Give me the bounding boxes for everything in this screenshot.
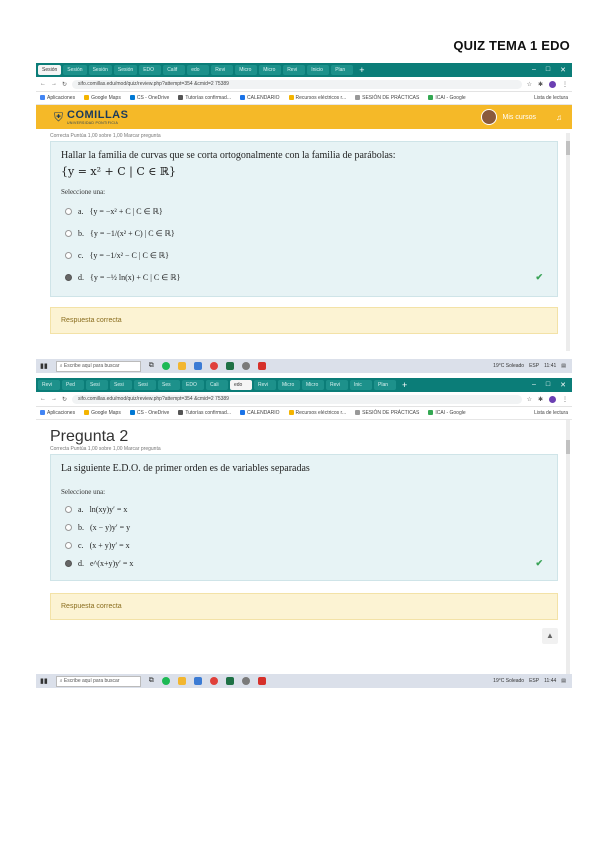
clock[interactable]: 11:41 [544,363,557,369]
bookmark-item[interactable]: CS - OneDrive [130,410,170,416]
radio-button[interactable] [65,230,72,237]
bookmark-item[interactable]: Tutorías confirmad... [178,410,231,416]
browser-tab[interactable]: Sesión [38,65,61,75]
browser-tab[interactable]: Ped [62,380,84,390]
browser-tab[interactable]: EDO [182,380,204,390]
radio-button-selected[interactable] [65,274,72,281]
store-icon[interactable] [194,677,202,685]
folder-icon[interactable] [178,362,186,370]
answer-option-b[interactable]: b. {y = −1/(x² + C) | C ∈ ℝ} [61,222,547,244]
browser-tab[interactable]: Revi [254,380,276,390]
browser-tab[interactable]: Inicio [307,65,329,75]
bookmark-item[interactable]: Aplicaciones [40,410,75,416]
question-text: La siguiente E.D.O. de primer orden es de variables separadas [61,463,310,474]
forward-arrow-icon[interactable]: → [51,81,57,87]
star-icon[interactable]: ☆ [526,81,532,88]
spotify-icon[interactable] [162,677,170,685]
bookmark-item[interactable]: SESIÓN DE PRÁCTICAS [355,95,419,101]
feedback-box: Respuesta correcta [50,593,558,620]
question-meta: Correcta Puntúa 1,00 sobre 1,00 Marcar pregunta [50,133,161,139]
browser-tab[interactable]: Sesión [89,65,112,75]
chrome-icon[interactable] [210,677,218,685]
folder-icon[interactable] [178,677,186,685]
screenshot-question-2 [36,378,572,688]
browser-tab[interactable]: Micro [235,65,257,75]
close-icon[interactable]: ✕ [560,382,566,389]
store-icon[interactable] [194,362,202,370]
question-box [50,454,558,581]
windows-taskbar [36,359,572,373]
browser-tab[interactable]: Ses [158,380,180,390]
bookmark-item[interactable]: Recursos eléctricos r... [289,410,347,416]
browser-tab-bar [36,63,572,77]
bookmark-item[interactable]: Tutorías confirmad... [178,95,231,101]
back-arrow-icon[interactable]: ← [40,396,46,402]
university-crest-icon: ⛨ [54,109,64,124]
bookmark-item[interactable]: Google Maps [84,95,121,101]
radio-button[interactable] [65,524,72,531]
new-tab-button[interactable]: + [359,65,365,75]
forward-arrow-icon[interactable]: → [51,396,57,402]
scrollbar[interactable] [566,420,570,684]
bookmark-item[interactable]: ICAI - Google [428,410,465,416]
close-icon[interactable]: ✕ [560,67,566,74]
radio-button[interactable] [65,506,72,513]
select-label: Seleccione una: [61,488,106,496]
browser-tab[interactable]: Sesi [134,380,156,390]
acrobat-icon[interactable] [258,677,266,685]
answer-option-d[interactable]: d. e^(x+y)y′ = x ✔ [61,554,547,572]
browser-tab[interactable]: EDO [139,65,161,75]
site-header [36,105,572,129]
address-bar[interactable]: sifo.comillas.edu/mod/quiz/review.php?attempt=354 &cmid=2 75389 [72,395,522,404]
browser-tab[interactable]: Sesi [86,380,108,390]
question-text: Hallar la familia de curvas que se corta ortogonalmente con la familia de parábolas: [61,150,396,161]
bookmark-item[interactable]: Recursos eléctricos r... [289,95,347,101]
site-logo[interactable]: COMILLAS UNIVERSIDAD PONTIFICIA [67,109,129,125]
excel-icon[interactable] [226,677,234,685]
answer-option-b[interactable]: b. (x − y)y′ = y [61,518,547,536]
reading-list[interactable]: Lista de lectura [534,410,568,416]
windows-icon[interactable]: ▮▮ [40,363,48,370]
my-courses-link[interactable]: Mis cursos [502,113,536,121]
reload-icon[interactable]: ↻ [62,396,68,403]
extension-icon[interactable]: ✱ [537,396,543,403]
notifications-icon[interactable]: ▤ [561,363,566,369]
browser-tab[interactable]: Revi [211,65,233,75]
menu-icon[interactable]: ⋮ [562,81,568,88]
question-meta: Correcta Puntúa 1,00 sobre 1,00 Marcar pregunta [50,446,161,452]
radio-button[interactable] [65,208,72,215]
reload-icon[interactable]: ↻ [62,81,68,88]
excel-icon[interactable] [226,362,234,370]
check-icon: ✔ [535,557,543,568]
browser-tab[interactable]: Micro [278,380,300,390]
language-indicator[interactable]: ESP [529,363,540,369]
browser-tab[interactable]: Sesión [114,65,137,75]
windows-taskbar [36,674,572,688]
bookmarks-bar [36,407,572,420]
browser-tab[interactable]: Inic [350,380,372,390]
minimize-icon[interactable]: – [531,66,536,73]
browser-tab[interactable]: Sesi [110,380,132,390]
check-icon: ✔ [535,271,543,282]
taskbar-search-input[interactable]: ⌕ Escribe aquí para buscar [56,676,141,687]
language-indicator[interactable]: ESP [529,678,540,684]
reading-list[interactable]: Lista de lectura [534,95,568,101]
profile-icon[interactable] [549,81,556,88]
new-tab-button[interactable]: + [402,380,408,390]
browser-tab[interactable]: Sesión [63,65,86,75]
bookmark-item[interactable]: CALENDARIO [240,95,280,101]
browser-tab[interactable]: Revi [326,380,348,390]
answer-option-c[interactable]: c. {y = −1/x² − C | C ∈ ℝ} [61,244,547,266]
menu-icon[interactable]: ⋮ [562,396,568,403]
profile-icon[interactable] [549,396,556,403]
browser-tab[interactable]: edo [230,380,252,390]
screenshot-question-1 [36,63,572,373]
search-icon: ⌕ [59,362,64,369]
back-arrow-icon[interactable]: ← [40,81,46,87]
system-tray [493,678,572,684]
arrow-up-icon[interactable]: ▲ [542,628,558,644]
system-tray [493,363,572,369]
search-icon: ⌕ [59,677,64,684]
weather-status[interactable]: 19°C Soleado [493,678,525,684]
answer-option-c[interactable]: c. (x + y)y′ = x [61,536,547,554]
extension-icon[interactable]: ✱ [537,81,543,88]
bookmark-item[interactable]: Aplicaciones [40,95,75,101]
browser-tab[interactable]: Plan [331,65,353,75]
browser-tab[interactable]: Plan [374,380,396,390]
bookmark-item[interactable]: Google Maps [84,410,121,416]
task-view-icon[interactable]: ⧉ [148,362,154,369]
browser-toolbar [36,392,572,407]
answer-option-d[interactable]: d. {y = −½ ln(x) + C | C ∈ ℝ} ✔ [61,266,547,288]
taskbar-search-input[interactable]: ⌕ Escribe aquí para buscar [56,361,141,372]
browser-toolbar [36,77,572,92]
browser-tab[interactable]: Revi [38,380,60,390]
minimize-icon[interactable]: – [531,381,536,388]
address-bar[interactable]: sifo.comillas.edu/mod/quiz/review.php?attempt=354 &cmid=2 75389 [72,80,522,89]
clock[interactable]: 11:44 [544,678,557,684]
select-label: Seleccione una: [61,188,106,196]
bookmarks-bar [36,92,572,105]
bookmark-item[interactable]: SESIÓN DE PRÁCTICAS [355,410,419,416]
browser-tab[interactable]: Micro [302,380,324,390]
browser-tab[interactable]: Revi [283,65,305,75]
radio-button-selected[interactable] [65,560,72,567]
settings-icon[interactable] [242,677,250,685]
answer-option-a[interactable]: a. {y = −x² + C | C ∈ ℝ} [61,200,547,222]
maximize-icon[interactable]: □ [545,381,551,388]
bookmark-item[interactable]: CALENDARIO [240,410,280,416]
user-menu[interactable] [481,109,562,125]
question-box [50,141,558,297]
browser-tab[interactable]: Cali [206,380,228,390]
window-controls [532,381,572,389]
spotify-icon[interactable] [162,362,170,370]
question-heading: Pregunta 2 [50,428,129,445]
maximize-icon[interactable]: □ [545,66,551,73]
browser-tab[interactable]: edo [187,65,209,75]
browser-tab[interactable]: Calif [163,65,185,75]
chrome-icon[interactable] [210,362,218,370]
browser-tab[interactable]: Micro [259,65,281,75]
answer-option-a[interactable]: a. ln(xy)y′ = x [61,500,547,518]
page-content [36,420,572,684]
document-title: QUIZ TEMA 1 EDO [453,38,570,53]
radio-button[interactable] [65,542,72,549]
radio-button[interactable] [65,252,72,259]
scrollbar[interactable] [566,133,570,351]
browser-tab-bar [36,378,572,392]
window-controls [532,66,572,74]
weather-status[interactable]: 19°C Soleado [493,363,525,369]
bookmark-item[interactable]: CS - OneDrive [130,95,170,101]
acrobat-icon[interactable] [258,362,266,370]
windows-icon[interactable]: ▮▮ [40,678,48,685]
question-formula: {y = x² + C | C ∈ ℝ} [61,165,177,178]
task-view-icon[interactable]: ⧉ [148,677,154,684]
avatar[interactable] [481,109,497,125]
notifications-icon[interactable]: ▤ [561,678,566,684]
settings-icon[interactable] [242,362,250,370]
feedback-box: Respuesta correcta [50,307,558,334]
bookmark-item[interactable]: ICAI - Google [428,95,465,101]
star-icon[interactable]: ☆ [526,396,532,403]
page-content [36,133,572,351]
bell-icon[interactable]: ♫ [556,112,562,122]
